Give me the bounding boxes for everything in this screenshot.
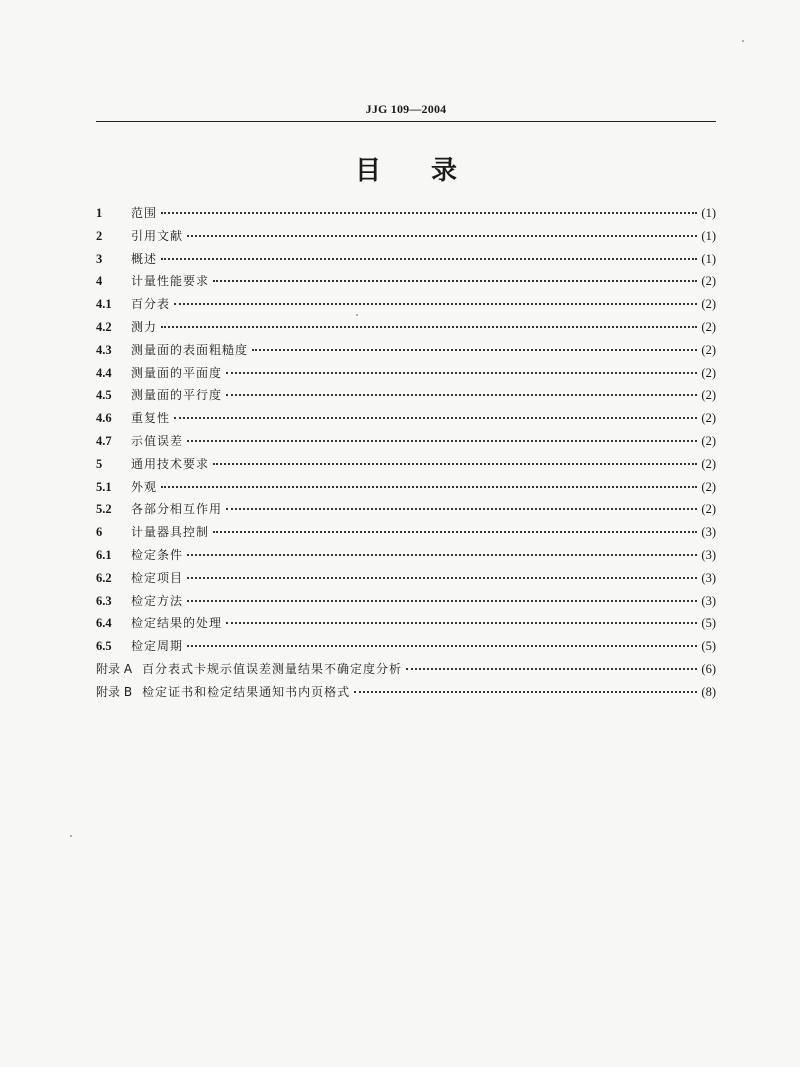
toc-number: 5 [96,456,103,471]
toc-number: 4.4 [96,365,112,380]
toc-page: (2) [701,319,716,334]
toc-page: (2) [701,297,716,312]
toc-label: 通用技术要求 [131,456,210,471]
table-of-contents [96,204,716,706]
page-title [96,150,716,187]
title-char-1: 目 [354,156,381,186]
header-rule [96,121,716,122]
toc-entry[interactable] [96,409,716,432]
toc-entry[interactable] [96,432,716,455]
toc-entry-appendix[interactable] [96,683,716,706]
toc-label: 检定周期 [131,639,184,654]
toc-entry[interactable] [96,546,716,569]
toc-entry[interactable] [96,341,716,364]
toc-page: (5) [701,616,716,631]
toc-entry[interactable] [96,250,716,273]
toc-entry[interactable] [96,272,716,295]
toc-leader [161,476,697,488]
toc-label: 引用文献 [131,228,184,243]
toc-number: 6.4 [96,616,112,631]
title-char-2: 录 [431,156,458,186]
toc-page: (2) [701,342,716,357]
toc-leader [187,567,697,579]
toc-leader [226,498,697,510]
toc-number: 4 [96,274,103,289]
toc-entry[interactable] [96,637,716,660]
toc-leader [174,407,697,419]
toc-number: 3 [96,251,103,266]
toc-label: 检定条件 [131,547,184,562]
toc-page: (2) [701,433,716,448]
toc-number: 6.3 [96,593,112,608]
toc-page: (2) [701,502,716,517]
toc-page: (6) [701,661,716,676]
toc-page: (2) [701,274,716,289]
toc-entry[interactable] [96,364,716,387]
toc-entry[interactable] [96,295,716,318]
toc-leader [354,681,697,693]
toc-page: (2) [701,479,716,494]
toc-page: (2) [701,388,716,403]
toc-entry[interactable] [96,455,716,478]
toc-number: 4.7 [96,433,112,448]
toc-number: 5.1 [96,479,112,494]
toc-leader [406,658,697,670]
toc-leader [252,339,697,351]
toc-number: 6 [96,525,103,540]
toc-number: 4.2 [96,319,112,334]
toc-entry[interactable] [96,204,716,227]
toc-page: (2) [701,411,716,426]
toc-label: 外观 [131,479,158,494]
toc-number: 5.2 [96,502,112,517]
toc-page: (8) [701,684,716,699]
toc-page: (5) [701,639,716,654]
toc-page: (2) [701,456,716,471]
toc-entry[interactable] [96,523,716,546]
toc-entry[interactable] [96,478,716,501]
toc-page: (1) [701,251,716,266]
toc-leader [161,316,697,328]
toc-entry[interactable] [96,614,716,637]
toc-leader [213,270,697,282]
toc-page: (3) [701,570,716,585]
toc-label: 示值误差 [131,433,184,448]
page-header: JJG 109—2004 [365,102,447,116]
toc-page: (3) [701,525,716,540]
toc-number: 4.3 [96,342,112,357]
toc-number: 2 [96,228,103,243]
toc-label: 百分表 [131,297,171,312]
toc-page: (3) [701,593,716,608]
toc-entry[interactable] [96,500,716,523]
toc-entry[interactable] [96,318,716,341]
scan-speck [742,40,744,42]
toc-leader [187,430,697,442]
toc-page: (2) [701,365,716,380]
toc-label: 测量面的表面粗糙度 [131,342,249,357]
toc-label: 检定证书和检定结果通知书内页格式 [142,684,351,699]
toc-number: 1 [96,206,103,220]
toc-page: (1) [701,228,716,243]
scan-speck [356,314,358,316]
toc-leader [187,635,697,647]
toc-label: 重复性 [131,411,171,426]
toc-label: 检定方法 [131,593,184,608]
toc-label: 计量性能要求 [131,274,210,289]
toc-number: 4.1 [96,297,112,312]
toc-entry[interactable] [96,592,716,615]
toc-entry[interactable] [96,569,716,592]
toc-leader [187,590,697,602]
toc-page: (3) [701,547,716,562]
toc-leader [161,202,697,214]
toc-label: 计量器具控制 [131,525,210,540]
toc-leader [213,453,697,465]
toc-label: 各部分相互作用 [131,502,223,517]
toc-entry-appendix[interactable] [96,660,716,683]
scan-speck [70,835,72,837]
toc-leader [187,225,697,237]
toc-leader [161,248,697,260]
toc-number: 4.6 [96,411,112,426]
toc-leader [226,612,697,624]
toc-label: 百分表式卡规示值误差测量结果不确定度分析 [142,661,403,676]
toc-label: 概述 [131,251,158,266]
toc-label: 检定结果的处理 [131,616,223,631]
toc-page: (1) [701,206,716,220]
toc-number: 6.1 [96,547,112,562]
toc-leader [174,293,697,305]
toc-label: 检定项目 [131,570,184,585]
toc-number: 4.5 [96,388,112,403]
toc-label: 测量面的平行度 [131,388,223,403]
toc-label: 测量面的平面度 [131,365,223,380]
toc-number: 附录 A [96,661,133,676]
toc-number: 6.2 [96,570,112,585]
toc-number: 6.5 [96,639,112,654]
toc-leader [226,384,697,396]
toc-entry[interactable] [96,386,716,409]
toc-leader [187,544,697,556]
toc-label: 范围 [131,206,158,220]
toc-label: 测力 [131,319,158,334]
toc-number: 附录 B [96,684,133,699]
toc-leader [213,521,697,533]
toc-leader [226,362,697,374]
toc-entry[interactable] [96,227,716,250]
